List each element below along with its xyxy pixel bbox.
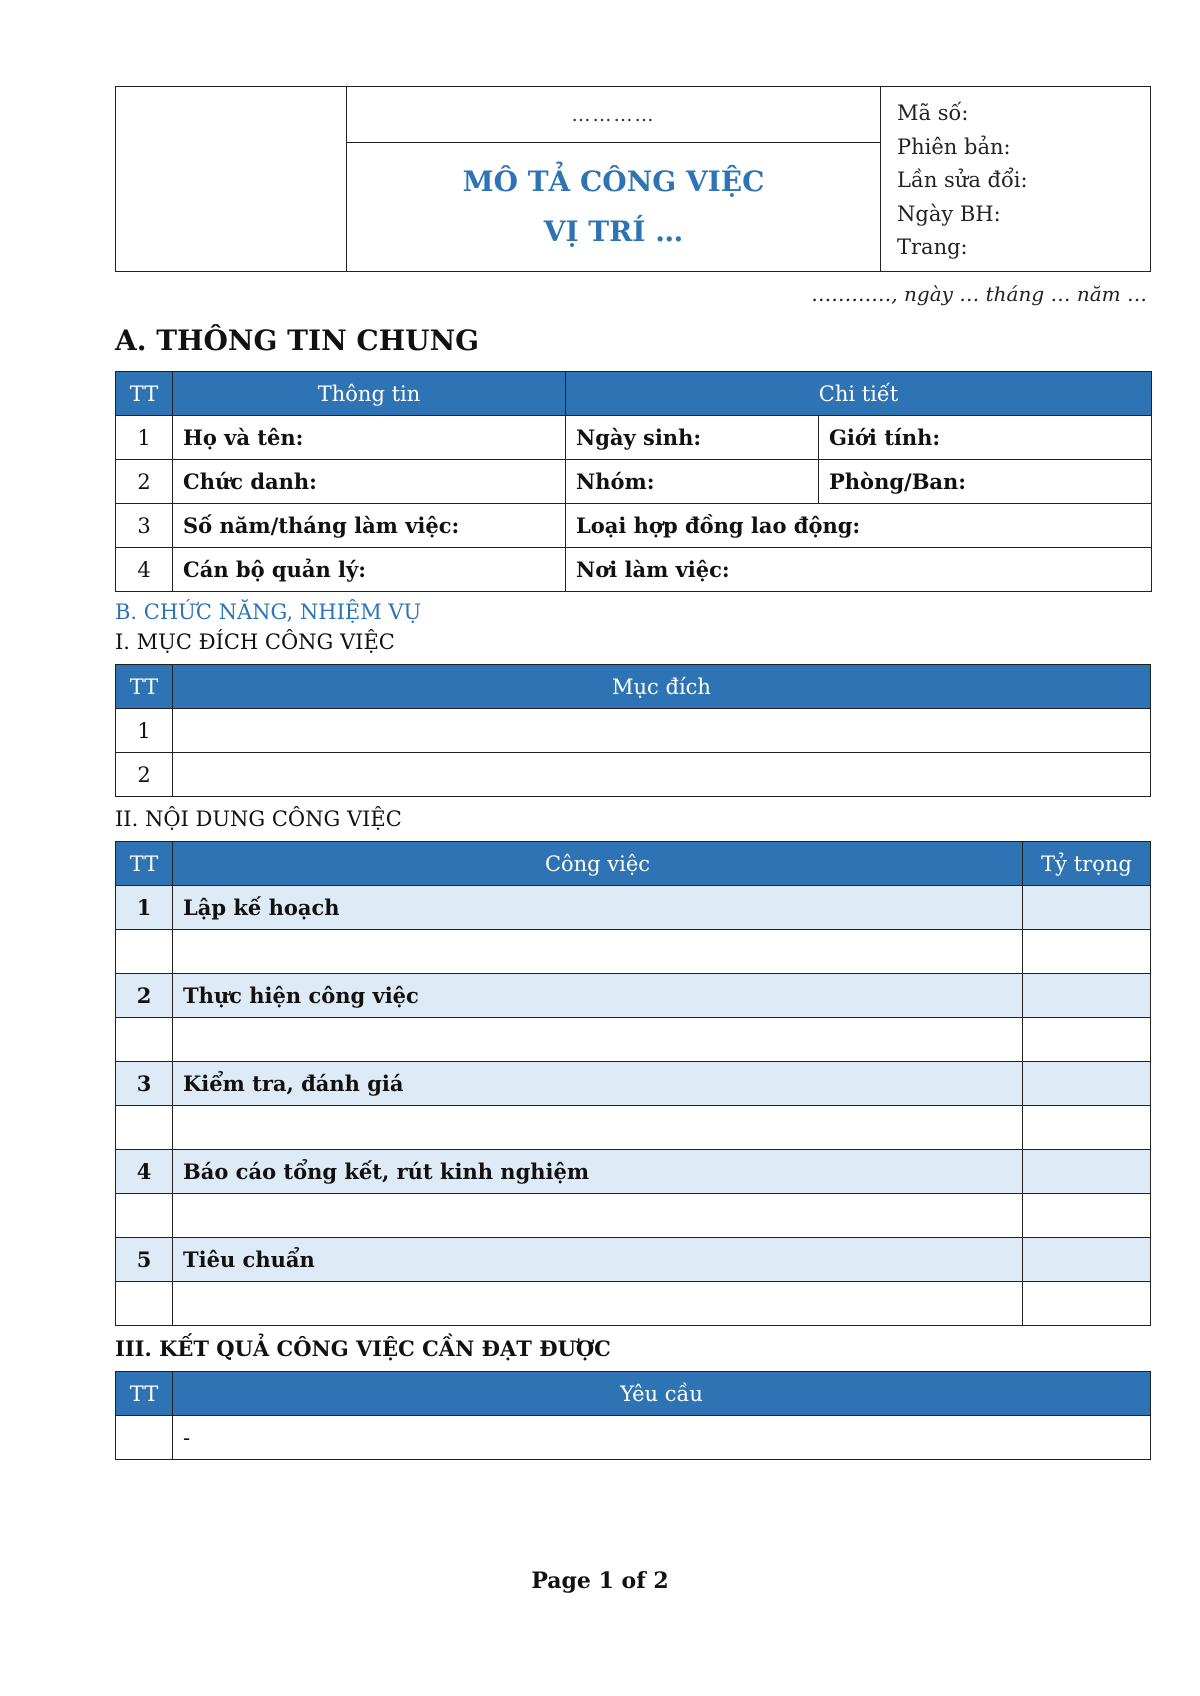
- col-purpose: Mục đích: [173, 665, 1151, 709]
- task-row: [116, 1062, 1151, 1106]
- meta-page: Trang:: [897, 235, 968, 259]
- field-birth-date: Ngày sinh:: [566, 416, 819, 460]
- task-name: Báo cáo tổng kết, rút kinh nghiệm: [173, 1150, 1023, 1194]
- col-task: Công việc: [173, 842, 1023, 886]
- page-footer: Page 1 of 2: [531, 1568, 669, 1594]
- row-number: 3: [116, 504, 173, 548]
- task-detail-row: [116, 1018, 1151, 1062]
- table-header-row: [116, 665, 1151, 709]
- task-name: Lập kế hoạch: [173, 886, 1023, 930]
- title-line-1: MÔ TẢ CÔNG VIỆC: [462, 165, 765, 198]
- job-content-table: [115, 841, 1151, 1326]
- meta-issue-date: Ngày BH:: [897, 201, 1001, 226]
- document-title: [347, 143, 880, 271]
- task-name: Kiểm tra, đánh giá: [173, 1062, 1023, 1106]
- row-number: 1: [116, 709, 173, 753]
- field-manager: Cán bộ quản lý:: [173, 548, 566, 592]
- meta-revision: Lần sửa đổi:: [897, 168, 1028, 192]
- task-detail-row: [116, 1106, 1151, 1150]
- col-tt: TT: [116, 842, 173, 886]
- purpose-cell: [173, 753, 1151, 797]
- task-row: [116, 886, 1151, 930]
- table-row: [116, 416, 1152, 460]
- col-info: Thông tin: [173, 372, 566, 416]
- col-tt: TT: [116, 372, 173, 416]
- col-tt: TT: [116, 1372, 173, 1416]
- table-header-row: [116, 1372, 1151, 1416]
- task-name: Tiêu chuẩn: [173, 1238, 1023, 1282]
- task-weight: [1023, 974, 1151, 1018]
- row-number: [116, 1416, 173, 1460]
- field-tenure: Số năm/tháng làm việc:: [173, 504, 566, 548]
- task-detail-row: [116, 1282, 1151, 1326]
- field-department: Phòng/Ban:: [819, 460, 1152, 504]
- col-requirement: Yêu cầu: [173, 1372, 1151, 1416]
- field-position: Chức danh:: [173, 460, 566, 504]
- table-row: [116, 753, 1151, 797]
- purpose-table: [115, 664, 1151, 797]
- task-detail-row: [116, 1194, 1151, 1238]
- task-weight: [1023, 886, 1151, 930]
- row-number: 2: [116, 753, 173, 797]
- field-full-name: Họ và tên:: [173, 416, 566, 460]
- task-number: 4: [116, 1150, 173, 1194]
- general-info-table: [115, 371, 1152, 592]
- table-row: [116, 709, 1151, 753]
- table-row: [116, 1416, 1151, 1460]
- task-detail-row: [116, 930, 1151, 974]
- row-number: 1: [116, 416, 173, 460]
- meta-code: Mã số:: [897, 101, 969, 125]
- task-row: [116, 1150, 1151, 1194]
- table-row: [116, 460, 1152, 504]
- col-detail: Chi tiết: [566, 372, 1152, 416]
- table-header-row: [116, 842, 1151, 886]
- date-line: …………, ngày … tháng … năm …: [811, 282, 1147, 306]
- document-header: [115, 86, 1151, 272]
- table-row: [116, 504, 1152, 548]
- section-b-title: B. CHỨC NĂNG, NHIỆM VỤ: [115, 600, 422, 624]
- task-weight: [1023, 1062, 1151, 1106]
- part-2-title: II. NỘI DUNG CÔNG VIỆC: [115, 807, 402, 831]
- field-workplace: Nơi làm việc:: [566, 548, 1152, 592]
- requirement-cell: -: [173, 1416, 1151, 1460]
- header-title-cell: [347, 87, 881, 271]
- task-name: Thực hiện công việc: [173, 974, 1023, 1018]
- col-tt: TT: [116, 665, 173, 709]
- section-a-title: A. THÔNG TIN CHUNG: [115, 324, 480, 357]
- row-number: 2: [116, 460, 173, 504]
- task-row: [116, 974, 1151, 1018]
- field-contract-type: Loại hợp đồng lao động:: [566, 504, 1152, 548]
- table-row: [116, 548, 1152, 592]
- task-number: 1: [116, 886, 173, 930]
- results-table: [115, 1371, 1151, 1460]
- field-group: Nhóm:: [566, 460, 819, 504]
- task-weight: [1023, 1150, 1151, 1194]
- task-number: 2: [116, 974, 173, 1018]
- task-number: 3: [116, 1062, 173, 1106]
- col-weight: Tỷ trọng: [1023, 842, 1151, 886]
- document-page: [115, 86, 1151, 1460]
- task-row: [116, 1238, 1151, 1282]
- part-3-title: III. KẾT QUẢ CÔNG VIỆC CẦN ĐẠT ĐƯỢC: [115, 1336, 611, 1361]
- row-number: 4: [116, 548, 173, 592]
- part-1-title: I. MỤC ĐÍCH CÔNG VIỆC: [115, 630, 395, 654]
- header-meta: [881, 87, 1152, 271]
- meta-version: Phiên bản:: [897, 134, 1011, 159]
- purpose-cell: [173, 709, 1151, 753]
- table-header-row: [116, 372, 1152, 416]
- title-line-2: VỊ TRÍ …: [543, 215, 684, 248]
- task-weight: [1023, 1238, 1151, 1282]
- field-gender: Giới tính:: [819, 416, 1152, 460]
- logo-cell: [116, 87, 347, 271]
- task-number: 5: [116, 1238, 173, 1282]
- company-name: …………: [347, 87, 880, 143]
